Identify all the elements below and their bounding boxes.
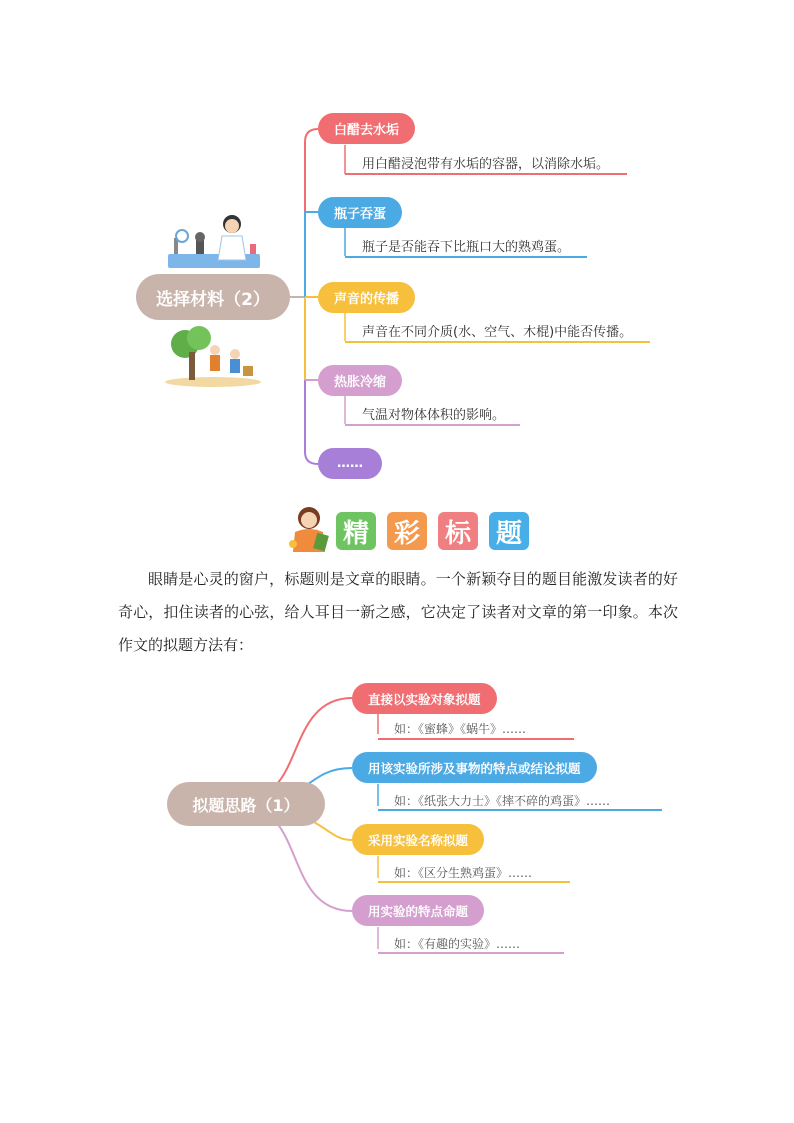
idea-by-experiment-name-example: 如：《区分生熟鸡蛋》…… bbox=[394, 866, 533, 880]
branch-underline bbox=[378, 881, 570, 883]
center-node-select-materials[interactable]: 选择材料（2） bbox=[136, 274, 290, 320]
branch-underline bbox=[345, 173, 627, 175]
branch-bottle-swallow-egg[interactable]: 瓶子吞蛋 bbox=[318, 197, 402, 228]
branch-bottle-swallow-egg-desc: 瓶子是否能吞下比瓶口大的熟鸡蛋。 bbox=[362, 240, 571, 255]
idea-by-object-example: 如：《蜜蜂》《蜗牛》…… bbox=[394, 722, 527, 736]
branch-underline bbox=[345, 256, 587, 258]
scientist-lab-illustration bbox=[168, 210, 260, 270]
teacher-illustration bbox=[287, 506, 333, 554]
idea-by-experiment-feature-example: 如：《有趣的实验》…… bbox=[394, 937, 521, 951]
branch-thermal-expansion[interactable]: 热胀冷缩 bbox=[318, 365, 402, 396]
branch-underline bbox=[378, 809, 662, 811]
idea-by-experiment-feature[interactable]: 用实验的特点命题 bbox=[352, 895, 484, 926]
branch-underline bbox=[378, 952, 564, 954]
branch-underline bbox=[345, 341, 650, 343]
center-node-title-ideas[interactable]: 拟题思路（1） bbox=[167, 782, 325, 826]
title-char-3: 标 bbox=[438, 512, 478, 550]
title-char-4: 题 bbox=[489, 512, 529, 550]
idea-by-experiment-name[interactable]: 采用实验名称拟题 bbox=[352, 824, 484, 855]
title-char-2: 彩 bbox=[387, 512, 427, 550]
title-char-1: 精 bbox=[336, 512, 376, 550]
intro-paragraph: 眼睛是心灵的窗户，标题则是文章的眼睛。一个新颖夺目的题目能激发读者的好奇心，扣住读者的心弦，给人耳目一新之感，它决定了读者对文章的第一印象。本次作文的拟题方法有： bbox=[118, 570, 678, 654]
branch-sound-propagation-desc: 声音在不同介质(水、空气、木棍)中能否传播。 bbox=[362, 325, 633, 340]
branch-vinegar-descale[interactable]: 白醋去水垢 bbox=[318, 113, 415, 144]
children-plant-illustration bbox=[163, 322, 263, 388]
idea-by-object[interactable]: 直接以实验对象拟题 bbox=[352, 683, 497, 714]
idea-by-feature-or-conclusion-example: 如：《纸张大力士》《摔不碎的鸡蛋》…… bbox=[394, 794, 611, 808]
branch-underline bbox=[345, 424, 520, 426]
branch-underline bbox=[378, 738, 574, 740]
branch-sound-propagation[interactable]: 声音的传播 bbox=[318, 282, 415, 313]
idea-by-feature-or-conclusion[interactable]: 用该实验所涉及事物的特点或结论拟题 bbox=[352, 752, 597, 783]
branch-more[interactable]: …… bbox=[318, 448, 382, 479]
branch-thermal-expansion-desc: 气温对物体体积的影响。 bbox=[362, 408, 506, 423]
branch-vinegar-descale-desc: 用白醋浸泡带有水垢的容器，以消除水垢。 bbox=[362, 157, 610, 172]
